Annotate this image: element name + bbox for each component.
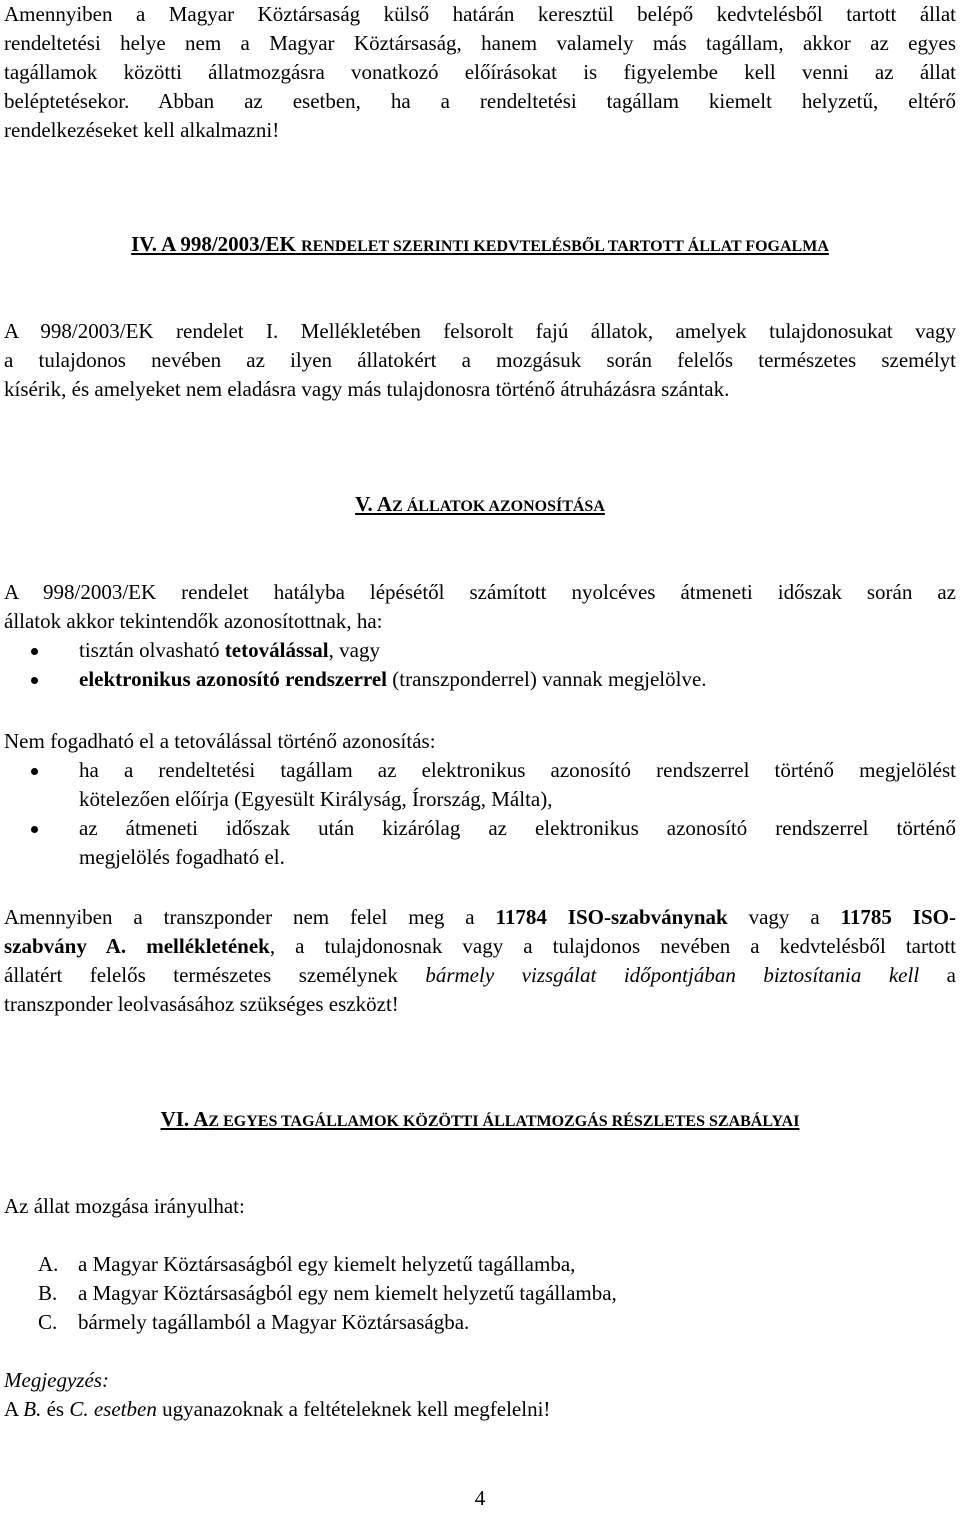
text-run: Amennyiben a transzponder nem felel meg a <box>4 905 496 929</box>
italic-run: bármely vizsgálat időpontjában biztosítania kell <box>425 963 920 987</box>
intro-line: tagállamok közötti állatmozgásra vonatkozó előírásokat is figyelembe kell venni az állat <box>4 60 956 84</box>
section-6-title-small: Z EGYES TAGÁLLAMOK KÖZÖTTI ÁLLATMOZGÁS RÉSZLETES SZABÁLYAI <box>208 1113 800 1130</box>
section-4-title-small: RENDELET SZERINTI KEDVTELÉSBŐL TARTOTT ÁLLAT FOGALMA <box>301 238 829 255</box>
note-label-text: Megjegyzés: <box>4 1368 109 1392</box>
bullet-text: , vagy <box>328 638 380 662</box>
text-run: ugyanazoknak a feltételeknek kell megfelelni! <box>156 1397 551 1421</box>
section-5-line: állatok akkor tekintendők azonosítottnak, ha: <box>4 609 383 633</box>
list-marker: A. <box>38 1252 59 1276</box>
bullet-bold-text: tetoválással <box>224 638 329 662</box>
section-4-line: kísérik, és amelyeket nem eladásra vagy más tulajdonosra történő átruházásra szántak. <box>4 377 730 401</box>
bullet-icon <box>31 648 38 655</box>
bullet-icon <box>31 826 38 833</box>
rejection-bullet-list <box>4 756 956 872</box>
bullet-text: kötelezően előírja (Egyesült Királyság, Írország, Málta), <box>79 787 553 811</box>
section-5-number: V. <box>355 492 373 516</box>
bullet-text: ha a rendeltetési tagállam az elektronikus azonosító rendszerrel történő megjelölést <box>79 758 956 782</box>
section-5-heading <box>0 490 960 521</box>
bullet-text: az átmeneti időszak után kizárólag az elektronikus azonosító rendszerrel történő <box>79 816 956 840</box>
bullet-icon <box>31 677 38 684</box>
section-5-line: transzponder leolvasásához szükséges eszközt! <box>4 992 399 1016</box>
italic-run: B. <box>23 1397 42 1421</box>
list-item <box>4 814 956 872</box>
list-item-text: bármely tagállamból a Magyar Köztársaságba. <box>78 1310 470 1334</box>
text-run: , a tulajdonosnak vagy a tulajdonos nevében a kedvtelésből tartott <box>269 934 956 958</box>
note-text <box>4 1395 956 1424</box>
text-run: A <box>4 1397 24 1421</box>
bullet-icon <box>31 768 38 775</box>
section-4-line: A 998/2003/EK rendelet I. Mellékletében felsorolt fajú állatok, amelyek tulajdonosukat vagy <box>4 319 956 343</box>
section-5-line <box>4 961 956 990</box>
page-number: 4 <box>474 1486 486 1510</box>
identification-bullet-list <box>4 636 956 694</box>
list-item <box>4 636 956 665</box>
section-5-paragraph-3 <box>4 903 956 1019</box>
list-item-text: a Magyar Köztársaságból egy nem kiemelt helyzetű tagállamba, <box>78 1281 617 1305</box>
text-run: a <box>919 963 956 987</box>
list-item-text: a Magyar Köztársaságból egy kiemelt helyzetű tagállamba, <box>78 1252 576 1276</box>
section-5-title-small: Z ÁLLATOK AZONOSÍTÁSA <box>392 498 605 515</box>
section-4-number: IV. <box>131 232 157 256</box>
section-5-line <box>4 903 956 932</box>
bullet-bold-text: elektronikus azonosító rendszerrel <box>79 667 387 691</box>
list-item <box>4 1279 956 1308</box>
intro-paragraph <box>4 0 956 145</box>
text-run: és <box>41 1397 70 1421</box>
section-4-heading <box>0 230 960 261</box>
section-6-heading <box>0 1105 960 1136</box>
list-item <box>4 1250 956 1279</box>
list-marker: B. <box>38 1281 58 1305</box>
section-4-line: a tulajdonos nevében az ilyen állatokért a mozgásuk során felelős természetes személyt <box>4 348 956 372</box>
bullet-text: megjelölés fogadható el. <box>79 845 285 869</box>
bold-run: szabvány A. mellékletének <box>4 934 270 958</box>
intro-line: rendelkezéseket kell alkalmazni! <box>4 118 280 142</box>
bold-run: 11785 ISO- <box>840 905 956 929</box>
intro-line: Amennyiben a Magyar Köztársaság külső határán keresztül belépő kedvtelésből tartott állat <box>4 2 956 26</box>
list-item <box>4 665 956 694</box>
section-5-line <box>4 932 956 961</box>
section-6-intro <box>4 1192 956 1221</box>
section-6-title-big: A <box>193 1107 209 1131</box>
section-4-title-big: A 998/2003/EK <box>161 232 296 256</box>
bullet-text: (transzponderrel) vannak megjelölve. <box>387 667 707 691</box>
text-run: vagy a <box>727 905 841 929</box>
section-6-number: VI. <box>160 1107 190 1131</box>
section-6-line: Az állat mozgása irányulhat: <box>4 1194 245 1218</box>
bold-run: 11784 ISO-szabványnak <box>495 905 728 929</box>
movement-list <box>4 1250 956 1337</box>
section-5-line: A 998/2003/EK rendelet hatályba lépésétől számított nyolcéves átmeneti időszak során az <box>4 580 956 604</box>
list-marker: C. <box>38 1310 58 1334</box>
italic-run: esetben <box>88 1397 157 1421</box>
intro-line: rendeltetési helye nem a Magyar Köztársaság, hanem valamely más tagállam, akkor az egyes <box>4 31 956 55</box>
section-6-note <box>4 1366 956 1424</box>
bullet-text: tisztán olvasható <box>79 638 225 662</box>
list-item <box>4 1308 956 1337</box>
italic-run: C. <box>69 1397 89 1421</box>
intro-line: beléptetésekor. Abban az esetben, ha a rendeltetési tagállam kiemelt helyzetű, eltérő <box>4 89 956 113</box>
section-5-line: Nem fogadható el a tetoválással történő azonosítás: <box>4 729 436 753</box>
section-5-paragraph-1 <box>4 578 956 694</box>
section-5-title-big: A <box>376 492 393 516</box>
note-label <box>4 1366 956 1395</box>
section-4-paragraph <box>4 317 956 404</box>
section-5-paragraph-2 <box>4 727 956 872</box>
movement-options <box>4 1250 956 1337</box>
list-item <box>4 756 956 814</box>
text-run: állatért felelős természetes személynek <box>4 963 426 987</box>
